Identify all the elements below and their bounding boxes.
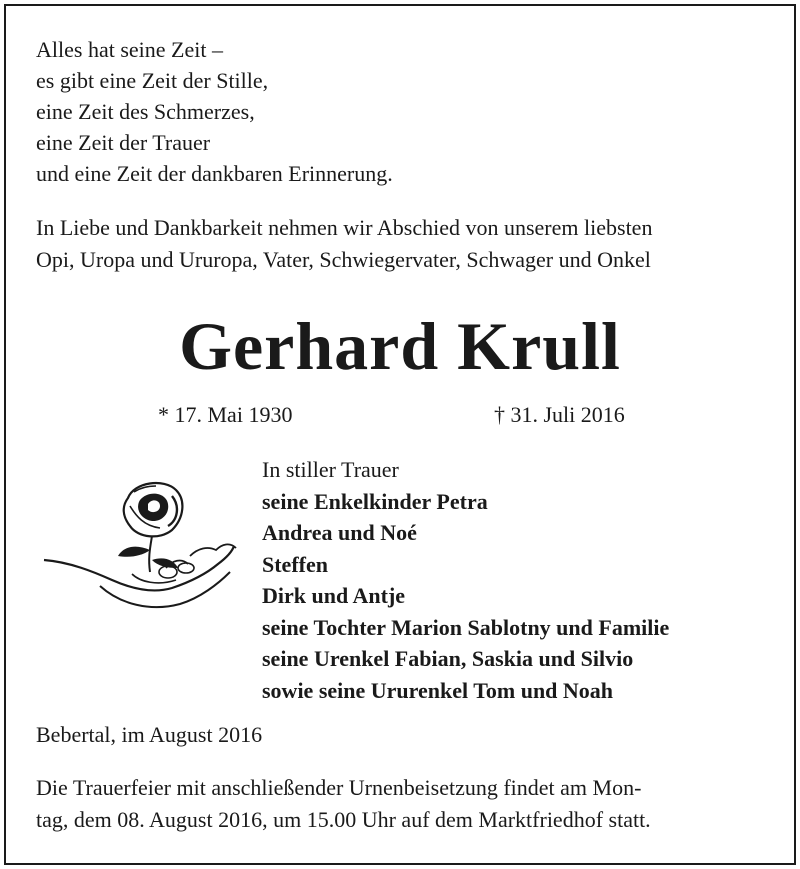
poem-line: eine Zeit des Schmerzes, [36, 99, 255, 124]
mourners-list [262, 454, 669, 706]
birth-date: * 17. Mai 1930 [158, 402, 293, 427]
farewell-intro [36, 212, 652, 276]
mourner-line: seine Enkelkinder Petra [262, 488, 488, 514]
service-line: Die Trauerfeier mit anschließender Urnenbeisetzung findet am Mon- [36, 775, 642, 800]
death-date: † 31. Juli 2016 [494, 402, 625, 427]
mourner-line: Steffen [262, 551, 328, 577]
service-line: tag, dem 08. August 2016, um 15.00 Uhr auf dem Marktfriedhof statt. [36, 807, 651, 832]
mourner-line: Andrea und Noé [262, 520, 417, 545]
place-date: Bebertal, im August 2016 [36, 722, 263, 747]
poem-line: und eine Zeit der dankbaren Erinnerung. [36, 161, 393, 186]
rose-in-hands-icon [40, 476, 240, 626]
mourner-line: seine Tochter Marion Sablotny und Familie [262, 614, 670, 640]
obituary-notice [4, 4, 796, 865]
poem-line: eine Zeit der Trauer [36, 130, 211, 155]
poem [36, 34, 393, 189]
poem-line: es gibt eine Zeit der Stille, [36, 68, 269, 93]
funeral-service-info [36, 772, 651, 836]
poem-line: Alles hat seine Zeit – [36, 37, 223, 62]
intro-line: Opi, Uropa und Ururopa, Vater, Schwiegervater, Schwager und Onkel [36, 247, 651, 272]
mourner-line: Dirk und Antje [262, 583, 406, 608]
mourners-intro: In stiller Trauer [262, 457, 399, 482]
intro-line: In Liebe und Dankbarkeit nehmen wir Abschied von unserem liebsten [36, 215, 653, 240]
mourner-line: seine Urenkel Fabian, Saskia und Silvio [262, 646, 634, 671]
mourner-line: sowie seine Ururenkel Tom und Noah [262, 677, 614, 703]
deceased-name: Gerhard Krull [179, 308, 621, 384]
